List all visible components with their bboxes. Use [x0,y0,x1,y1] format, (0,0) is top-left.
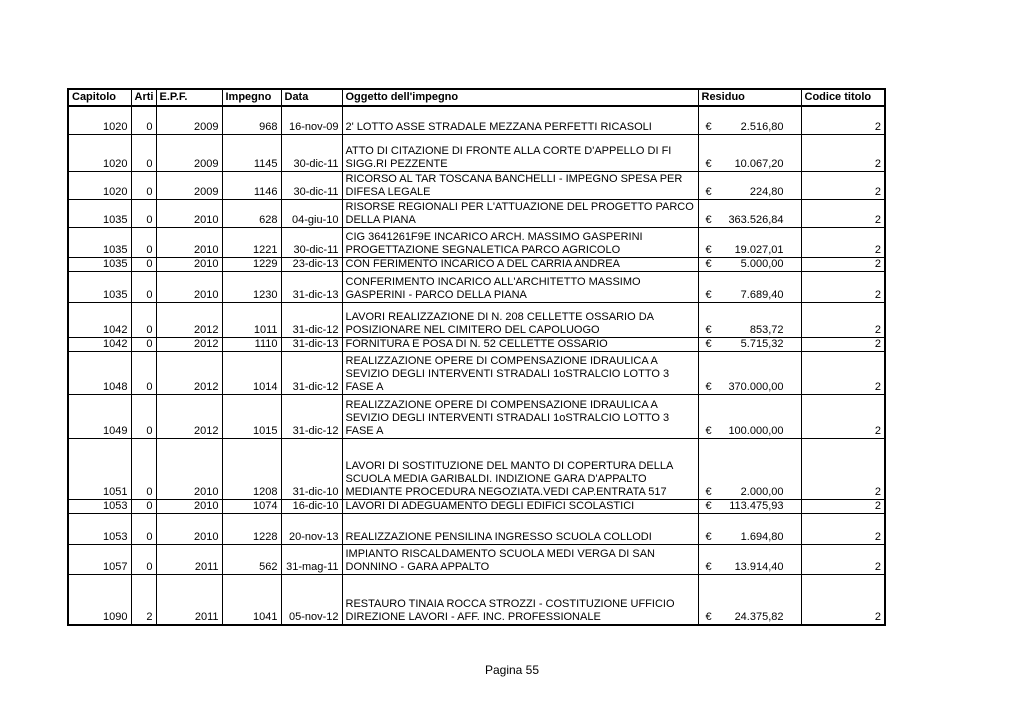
residuo-amount: 100.000,00 [728,425,784,437]
cell-epf: 2010 [156,514,222,545]
cell-residuo [698,135,801,172]
cell-impegno: 1221 [222,228,281,258]
cell-codice-titolo: 2 [801,545,885,575]
cell-oggetto: RICORSO AL TAR TOSCANA BANCHELLI - IMPEGNO SPESA PER DIFESA LEGALE [342,172,698,200]
cell-oggetto: CONFERIMENTO INCARICO ALL'ARCHITETTO MASSIMO GASPERINI - PARCO DELLA PIANA [342,272,698,303]
euro-symbol: € [705,338,712,350]
residuo-amount: 2.000,00 [740,486,784,498]
cell-codice-titolo: 2 [801,228,885,258]
cell-codice-titolo: 2 [801,338,885,352]
cell-codice-titolo: 2 [801,135,885,172]
cell-codice-titolo: 2 [801,172,885,200]
cell-impegno: 1074 [222,500,281,514]
cell-oggetto: RESTAURO TINAIA ROCCA STROZZI - COSTITUZIONE UFFICIO DIREZIONE LAVORI - AFF. INC. PROFESSIONALE [342,575,698,626]
cell-data: 31-dic-12 [281,303,342,338]
cell-arti: 0 [131,272,156,303]
cell-impegno: 1110 [222,338,281,352]
table-row [68,575,885,626]
cell-impegno: 1011 [222,303,281,338]
residuo-amount: 2.516,80 [740,121,784,133]
cell-impegno: 1041 [222,575,281,626]
table-row [68,395,885,439]
cell-arti: 0 [131,200,156,228]
cell-capitolo: 1090 [68,575,131,626]
cell-epf: 2009 [156,172,222,200]
cell-residuo [698,338,801,352]
header-oggetto: Oggetto dell'impegno [342,89,698,106]
euro-symbol: € [705,121,712,133]
euro-symbol: € [705,425,712,437]
residuo-amount: 224,80 [749,186,784,198]
residuo-amount: 19.027,01 [734,244,784,256]
cell-impegno: 562 [222,545,281,575]
table-row [68,200,885,228]
cell-residuo [698,303,801,338]
cell-codice-titolo: 2 [801,500,885,514]
cell-epf: 2012 [156,303,222,338]
residuo-value [702,338,798,351]
cell-epf: 2010 [156,272,222,303]
header-epf: E.P.F. [156,89,222,106]
euro-symbol: € [705,258,712,270]
residuo-amount: 5.715,32 [740,338,784,350]
table-row [68,135,885,172]
cell-epf: 2011 [156,575,222,626]
cell-oggetto: REALIZZAZIONE PENSILINA INGRESSO SCUOLA COLLODI [342,514,698,545]
cell-data: 16-nov-09 [281,106,342,135]
residuo-value [702,425,798,438]
cell-data: 31-dic-12 [281,352,342,395]
table-row [68,500,885,514]
cell-capitolo: 1053 [68,500,131,514]
cell-epf: 2011 [156,545,222,575]
cell-oggetto: IMPIANTO RISCALDAMENTO SCUOLA MEDI VERGA DI SAN DONNINO - GARA APPALTO [342,545,698,575]
table-row [68,228,885,258]
table-row [68,106,885,135]
residuo-amount: 370.000,00 [728,381,784,393]
euro-symbol: € [705,381,712,393]
euro-symbol: € [705,158,712,170]
residuo-value [702,611,798,624]
residuo-value [702,214,798,227]
residuo-value [702,531,798,544]
euro-symbol: € [705,214,712,226]
cell-epf: 2010 [156,228,222,258]
cell-impegno: 1229 [222,258,281,272]
table-row [68,172,885,200]
residuo-value [702,561,798,574]
residuo-amount: 853,72 [749,324,784,336]
header-arti: Arti [131,89,156,106]
cell-epf: 2012 [156,395,222,439]
cell-data: 31-dic-13 [281,272,342,303]
cell-codice-titolo: 2 [801,272,885,303]
residuo-value [702,244,798,257]
header-row [68,89,885,106]
cell-arti: 2 [131,575,156,626]
residuo-amount: 363.526,84 [728,214,784,226]
cell-residuo [698,172,801,200]
residuo-value [702,500,798,513]
cell-impegno: 1014 [222,352,281,395]
cell-arti: 0 [131,500,156,514]
cell-codice-titolo: 2 [801,352,885,395]
cell-epf: 2010 [156,258,222,272]
cell-data: 31-dic-10 [281,439,342,500]
cell-epf: 2012 [156,352,222,395]
cell-capitolo: 1051 [68,439,131,500]
table-row [68,514,885,545]
euro-symbol: € [705,500,712,512]
cell-arti: 0 [131,228,156,258]
cell-oggetto: REALIZZAZIONE OPERE DI COMPENSAZIONE IDRAULICA A SEVIZIO DEGLI INTERVENTI STRADALI 1oSTRALCIO LOTTO 3 FASE A [342,395,698,439]
cell-capitolo: 1035 [68,228,131,258]
table-row [68,272,885,303]
residuo-value [702,289,798,302]
cell-data: 31-dic-12 [281,395,342,439]
residuo-value [702,486,798,499]
euro-symbol: € [705,289,712,301]
cell-epf: 2009 [156,135,222,172]
header-impegno: Impegno [222,89,281,106]
cell-arti: 0 [131,258,156,272]
cell-residuo [698,439,801,500]
cell-residuo [698,258,801,272]
cell-data: 30-dic-11 [281,172,342,200]
table-row [68,439,885,500]
cell-residuo [698,545,801,575]
cell-data: 30-dic-11 [281,228,342,258]
cell-epf: 2012 [156,338,222,352]
cell-oggetto: LAVORI DI SOSTITUZIONE DEL MANTO DI COPERTURA DELLA SCUOLA MEDIA GARIBALDI. INDIZIONE GARA D'APPALTO MEDIANTE PROCEDURA NEGOZIATA.VEDI CAP.ENTRATA 517 [342,439,698,500]
cell-arti: 0 [131,545,156,575]
cell-codice-titolo: 2 [801,514,885,545]
cell-capitolo: 1035 [68,258,131,272]
cell-data: 30-dic-11 [281,135,342,172]
impegni-table [67,88,886,626]
residuo-amount: 7.689,40 [740,289,784,301]
residuo-value [702,324,798,337]
cell-impegno: 628 [222,200,281,228]
cell-oggetto: FORNITURA E POSA DI N. 52 CELLETTE OSSARIO [342,338,698,352]
cell-residuo [698,395,801,439]
cell-capitolo: 1035 [68,200,131,228]
header-codice-titolo: Codice titolo [801,89,885,106]
residuo-amount: 13.914,40 [734,561,784,573]
cell-oggetto: 2' LOTTO ASSE STRADALE MEZZANA PERFETTI RICASOLI [342,106,698,135]
cell-residuo [698,228,801,258]
cell-data: 31-mag-11 [281,545,342,575]
header-capitolo: Capitolo [68,89,131,106]
euro-symbol: € [705,561,712,573]
cell-impegno: 1228 [222,514,281,545]
header-data: Data [281,89,342,106]
cell-residuo [698,500,801,514]
cell-codice-titolo: 2 [801,575,885,626]
cell-oggetto: CON FERIMENTO INCARICO A DEL CARRIA ANDREA [342,258,698,272]
residuo-value [702,186,798,199]
cell-codice-titolo: 2 [801,200,885,228]
table-row [68,352,885,395]
cell-residuo [698,272,801,303]
euro-symbol: € [705,531,712,543]
euro-symbol: € [705,186,712,198]
cell-arti: 0 [131,439,156,500]
table-row [68,303,885,338]
cell-codice-titolo: 2 [801,395,885,439]
cell-codice-titolo: 2 [801,106,885,135]
cell-oggetto: ATTO DI CITAZIONE DI FRONTE ALLA CORTE D'APPELLO DI FI SIGG.RI PEZZENTE [342,135,698,172]
cell-residuo [698,106,801,135]
cell-oggetto: LAVORI REALIZZAZIONE DI N. 208 CELLETTE OSSARIO DA POSIZIONARE NEL CIMITERO DEL CAPOLUOGO [342,303,698,338]
cell-oggetto: LAVORI DI ADEGUAMENTO DEGLI EDIFICI SCOLASTICI [342,500,698,514]
cell-data: 31-dic-13 [281,338,342,352]
cell-impegno: 968 [222,106,281,135]
cell-residuo [698,200,801,228]
header-residuo: Residuo [698,89,801,106]
table-row [68,338,885,352]
euro-symbol: € [705,486,712,498]
cell-impegno: 1146 [222,172,281,200]
cell-arti: 0 [131,135,156,172]
cell-capitolo: 1035 [68,272,131,303]
cell-data: 16-dic-10 [281,500,342,514]
euro-symbol: € [705,611,712,623]
cell-arti: 0 [131,352,156,395]
table-row [68,545,885,575]
residuo-amount: 5.000,00 [740,258,784,270]
cell-data: 04-giu-10 [281,200,342,228]
cell-capitolo: 1042 [68,338,131,352]
cell-residuo [698,352,801,395]
residuo-amount: 10.067,20 [734,158,784,170]
residuo-amount: 24.375,82 [734,611,784,623]
cell-impegno: 1015 [222,395,281,439]
residuo-amount: 1.694,80 [740,531,784,543]
cell-oggetto: RISORSE REGIONALI PER L'ATTUAZIONE DEL PROGETTO PARCO DELLA PIANA [342,200,698,228]
cell-capitolo: 1057 [68,545,131,575]
euro-symbol: € [705,324,712,336]
cell-impegno: 1208 [222,439,281,500]
cell-arti: 0 [131,395,156,439]
cell-impegno: 1145 [222,135,281,172]
residuo-value [702,121,798,134]
cell-oggetto: CIG 3641261F9E INCARICO ARCH. MASSIMO GASPERINI PROGETTAZIONE SEGNALETICA PARCO AGRICOLO [342,228,698,258]
cell-epf: 2010 [156,500,222,514]
cell-capitolo: 1020 [68,106,131,135]
cell-capitolo: 1020 [68,135,131,172]
cell-capitolo: 1049 [68,395,131,439]
cell-arti: 0 [131,172,156,200]
cell-arti: 0 [131,106,156,135]
cell-codice-titolo: 2 [801,439,885,500]
residuo-value [702,258,798,271]
cell-codice-titolo: 2 [801,303,885,338]
euro-symbol: € [705,244,712,256]
cell-epf: 2010 [156,200,222,228]
cell-arti: 0 [131,303,156,338]
residuo-amount: 113.475,93 [729,500,784,512]
cell-data: 20-nov-13 [281,514,342,545]
residuo-value [702,381,798,394]
cell-arti: 0 [131,514,156,545]
table-body [68,106,885,625]
table-row [68,258,885,272]
cell-data: 05-nov-12 [281,575,342,626]
cell-impegno: 1230 [222,272,281,303]
cell-residuo [698,514,801,545]
residuo-value [702,158,798,171]
cell-epf: 2010 [156,439,222,500]
cell-data: 23-dic-13 [281,258,342,272]
cell-capitolo: 1020 [68,172,131,200]
cell-oggetto: REALIZZAZIONE OPERE DI COMPENSAZIONE IDRAULICA A SEVIZIO DEGLI INTERVENTI STRADALI 1oSTRALCIO LOTTO 3 FASE A [342,352,698,395]
page-number: Pagina 55 [484,663,540,677]
cell-capitolo: 1048 [68,352,131,395]
cell-codice-titolo: 2 [801,258,885,272]
cell-capitolo: 1042 [68,303,131,338]
cell-epf: 2009 [156,106,222,135]
cell-residuo [698,575,801,626]
cell-arti: 0 [131,338,156,352]
cell-capitolo: 1053 [68,514,131,545]
